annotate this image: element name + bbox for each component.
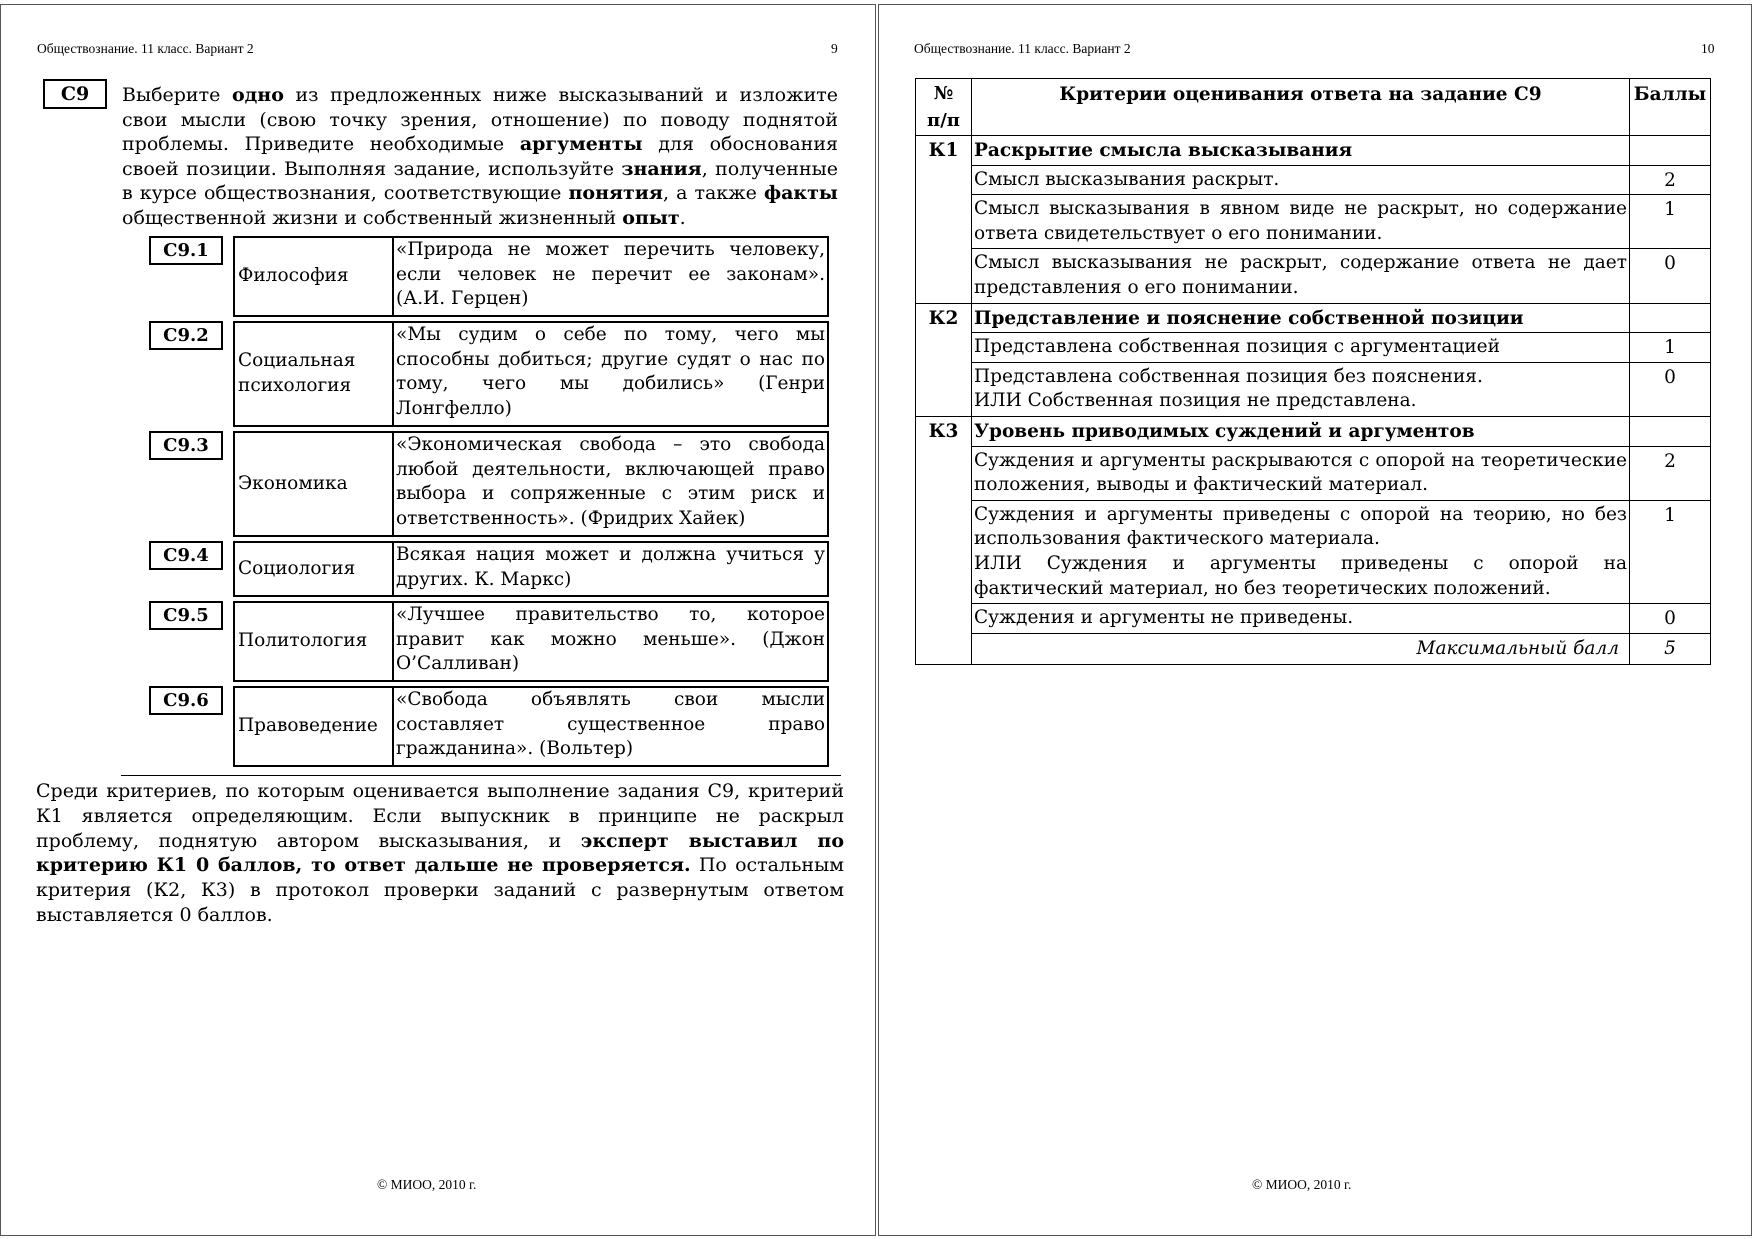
criterion-points: 0 <box>1630 604 1711 634</box>
criterion-title: Представление и пояснение собственной позиции <box>972 303 1630 333</box>
table-header-row <box>916 79 1711 136</box>
criterion-code: К2 <box>916 303 972 333</box>
criteria-table <box>915 78 1711 665</box>
question-quote: «Природа не может перечить человеку, если человек не перечит ее законам». (А.И. Герцен) <box>396 239 825 310</box>
criterion-description: Суждения и аргументы не приведены. <box>972 604 1630 634</box>
question-quote: «Лучшее правительство то, которое правит как можно меньше». (Джон О’Салливан) <box>396 604 825 675</box>
criterion-group-row <box>916 136 1711 166</box>
criterion-code: К3 <box>916 416 972 446</box>
page-right <box>878 4 1752 1236</box>
question-row <box>233 541 829 597</box>
question-label: С9.4 <box>149 541 223 570</box>
criterion-title: Уровень приводимых суждений и аргументов <box>972 416 1630 446</box>
max-score-value: 5 <box>1630 633 1711 665</box>
question-label: С9.2 <box>149 321 223 350</box>
criterion-code: К1 <box>916 136 972 166</box>
criterion-description: Смысл высказывания не раскрыт, содержание ответа не дает представления о его понимании. <box>972 249 1630 303</box>
criterion-description: Суждения и аргументы раскрываются с опорой на теоретические положения, выводы и фактический материал. <box>972 446 1630 500</box>
question-quote: «Свобода объявлять свои мысли составляет существенное право гражданина». (Вольтер) <box>396 689 825 760</box>
page-header-title: Обществознание. 11 класс. Вариант 2 <box>914 41 1131 56</box>
criterion-points: 1 <box>1630 195 1711 249</box>
criterion-description: Представлена собственная позиция без пояснения. ИЛИ Собственная позиция не представлена. <box>972 362 1630 416</box>
question-label: С9.6 <box>149 686 223 715</box>
table-row <box>916 165 1711 195</box>
column-header-number: № п/п <box>916 79 972 136</box>
assessment-note: Среди критериев, по которым оценивается выполнение задания С9, критерий К1 является определяющим. Если выпускник в принципе не раскрыл проблему, поднятую автором высказывания, и эксперт выставил по критерию К1 0 баллов, то ответ дальше не проверяется. По остальным критерия (К2, К3) в протокол проверки заданий с развернутым ответом выставляется 0 баллов. <box>36 780 845 926</box>
table-row <box>916 333 1711 363</box>
question-row <box>233 236 829 317</box>
question-label: С9.5 <box>149 601 223 630</box>
table-row <box>916 446 1711 500</box>
criterion-points: 1 <box>1630 333 1711 363</box>
table-row <box>916 500 1711 603</box>
question-field: Правоведение <box>235 688 394 765</box>
page-footer: © МИОО, 2010 г. <box>377 1177 477 1192</box>
criterion-points: 2 <box>1630 165 1711 195</box>
table-row <box>916 195 1711 249</box>
page-footer: © МИОО, 2010 г. <box>1252 1177 1352 1192</box>
question-quote: Всякая нация может и должна учиться у других. К. Маркс) <box>396 544 825 590</box>
question-field: Философия <box>235 238 394 315</box>
column-header-points: Баллы <box>1630 79 1711 136</box>
criterion-description: Суждения и аргументы приведены с опорой на теорию, но без использования фактического материала. ИЛИ Суждения и аргументы приведены с опорой на фактический материал, но без теоретических положений. <box>972 500 1630 603</box>
criterion-points: 0 <box>1630 362 1711 416</box>
column-header-criteria: Критерии оценивания ответа на задание С9 <box>972 79 1630 136</box>
question-field: Политология <box>235 603 394 680</box>
question-label: С9.1 <box>149 236 223 265</box>
divider <box>121 775 841 776</box>
criterion-description: Представлена собственная позиция с аргументацией <box>972 333 1630 363</box>
question-field: Экономика <box>235 433 394 535</box>
max-score-label: Максимальный балл <box>972 633 1630 665</box>
task-label: С9 <box>43 79 107 109</box>
question-row <box>233 431 829 537</box>
table-row <box>916 249 1711 303</box>
criterion-points: 1 <box>1630 500 1711 603</box>
question-field: Социальная психология <box>235 323 394 425</box>
criterion-group-row <box>916 416 1711 446</box>
table-row <box>916 604 1711 634</box>
criterion-points: 0 <box>1630 249 1711 303</box>
criterion-description: Смысл высказывания в явном виде не раскрыт, но содержание ответа свидетельствует о его понимании. <box>972 195 1630 249</box>
page-number: 9 <box>831 41 838 56</box>
criterion-points: 2 <box>1630 446 1711 500</box>
question-row <box>233 686 829 767</box>
criterion-description: Смысл высказывания раскрыт. <box>972 165 1630 195</box>
page-left <box>0 4 876 1236</box>
table-row <box>916 362 1711 416</box>
question-row <box>233 321 829 427</box>
question-quote: «Экономическая свобода – это свобода любой деятельности, включающей право выбора и сопряженные с этим риск и ответственность». (Фридрих Хайек) <box>396 434 825 529</box>
question-row <box>233 601 829 682</box>
criterion-title: Раскрытие смысла высказывания <box>972 136 1630 166</box>
criterion-group-row <box>916 303 1711 333</box>
question-quote: «Мы судим о себе по тому, чего мы способны добиться; другие судят о нас по тому, чего мы добились» (Генри Лонгфелло) <box>396 324 825 419</box>
question-label: С9.3 <box>149 431 223 460</box>
question-field: Социология <box>235 543 394 595</box>
page-number: 10 <box>1701 41 1715 56</box>
page-header-title: Обществознание. 11 класс. Вариант 2 <box>37 41 254 56</box>
max-score-row <box>916 633 1711 665</box>
task-instruction: Выберите одно из предложенных ниже высказываний и изложите свои мысли (свою точку зрения, отношение) по поводу поднятой проблемы. Приведите необходимые аргументы для обоснования своей позиции. Выполняя задание, используйте знания, полученные в курсе обществознания, соответствующие понятия, а также факты общественной жизни и собственный жизненный опыт. <box>122 84 838 229</box>
